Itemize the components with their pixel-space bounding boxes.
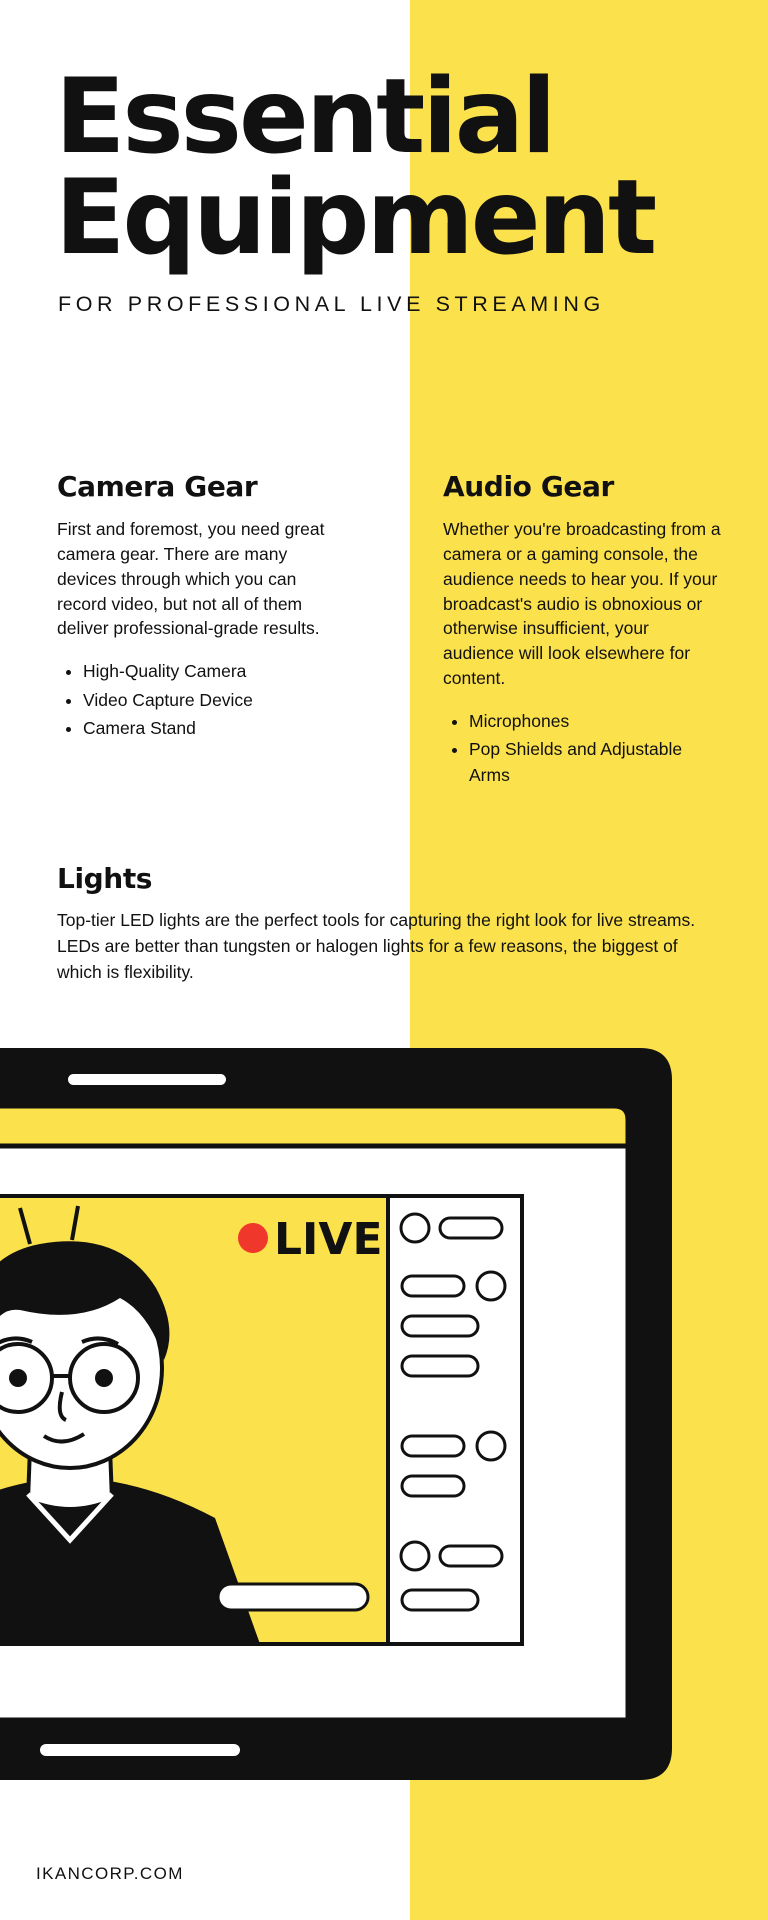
section-list-audio-gear: [443, 709, 721, 788]
footer: [0, 1836, 768, 1920]
live-badge-text: LIVE: [274, 1214, 383, 1265]
section-title-camera-gear: Camera Gear: [57, 470, 258, 503]
list-item: • Pop Shields and Adjustable Arms: [469, 737, 721, 788]
page-title-line-2: Equipment: [55, 157, 655, 278]
header: [0, 0, 768, 317]
page-title-line-1: Essential: [55, 57, 554, 177]
section-title-audio-gear: Audio Gear: [443, 470, 614, 503]
list-item: • Microphones: [469, 709, 721, 734]
title-block: [0, 0, 768, 317]
tablet-illustration: [0, 1048, 768, 1848]
page-subtitle: FOR PROFESSIONAL LIVE STREAMING: [58, 291, 605, 316]
footer-yellow-panel: [410, 1836, 768, 1920]
list-item: • Video Capture Device: [83, 688, 327, 713]
section-body-lights: Top-tier LED lights are the perfect tools for capturing the right look for live streams. LEDs are better than tungsten or halogen lights for a few reasons, the biggest of which is flexibility.: [57, 910, 696, 982]
section-lights: [57, 862, 717, 986]
footer-website: IKANCORP.COM: [36, 1864, 184, 1883]
section-audio-gear: [443, 470, 721, 791]
list-item: • High-Quality Camera: [83, 659, 327, 684]
list-item: • Camera Stand: [83, 716, 327, 741]
section-title-lights: Lights: [57, 862, 153, 895]
section-body-audio-gear: Whether you're broadcasting from a camera or a gaming console, the audience needs to hear you. If your broadcast's audio is obnoxious or otherwise insufficient, your audience will look elsewhere for content.: [443, 519, 721, 689]
section-camera-gear: [57, 470, 327, 744]
section-body-camera-gear: First and foremost, you need great camera gear. There are many devices through which you can record video, but not all of them deliver professional-grade results.: [57, 519, 325, 639]
section-list-camera-gear: [57, 659, 327, 741]
